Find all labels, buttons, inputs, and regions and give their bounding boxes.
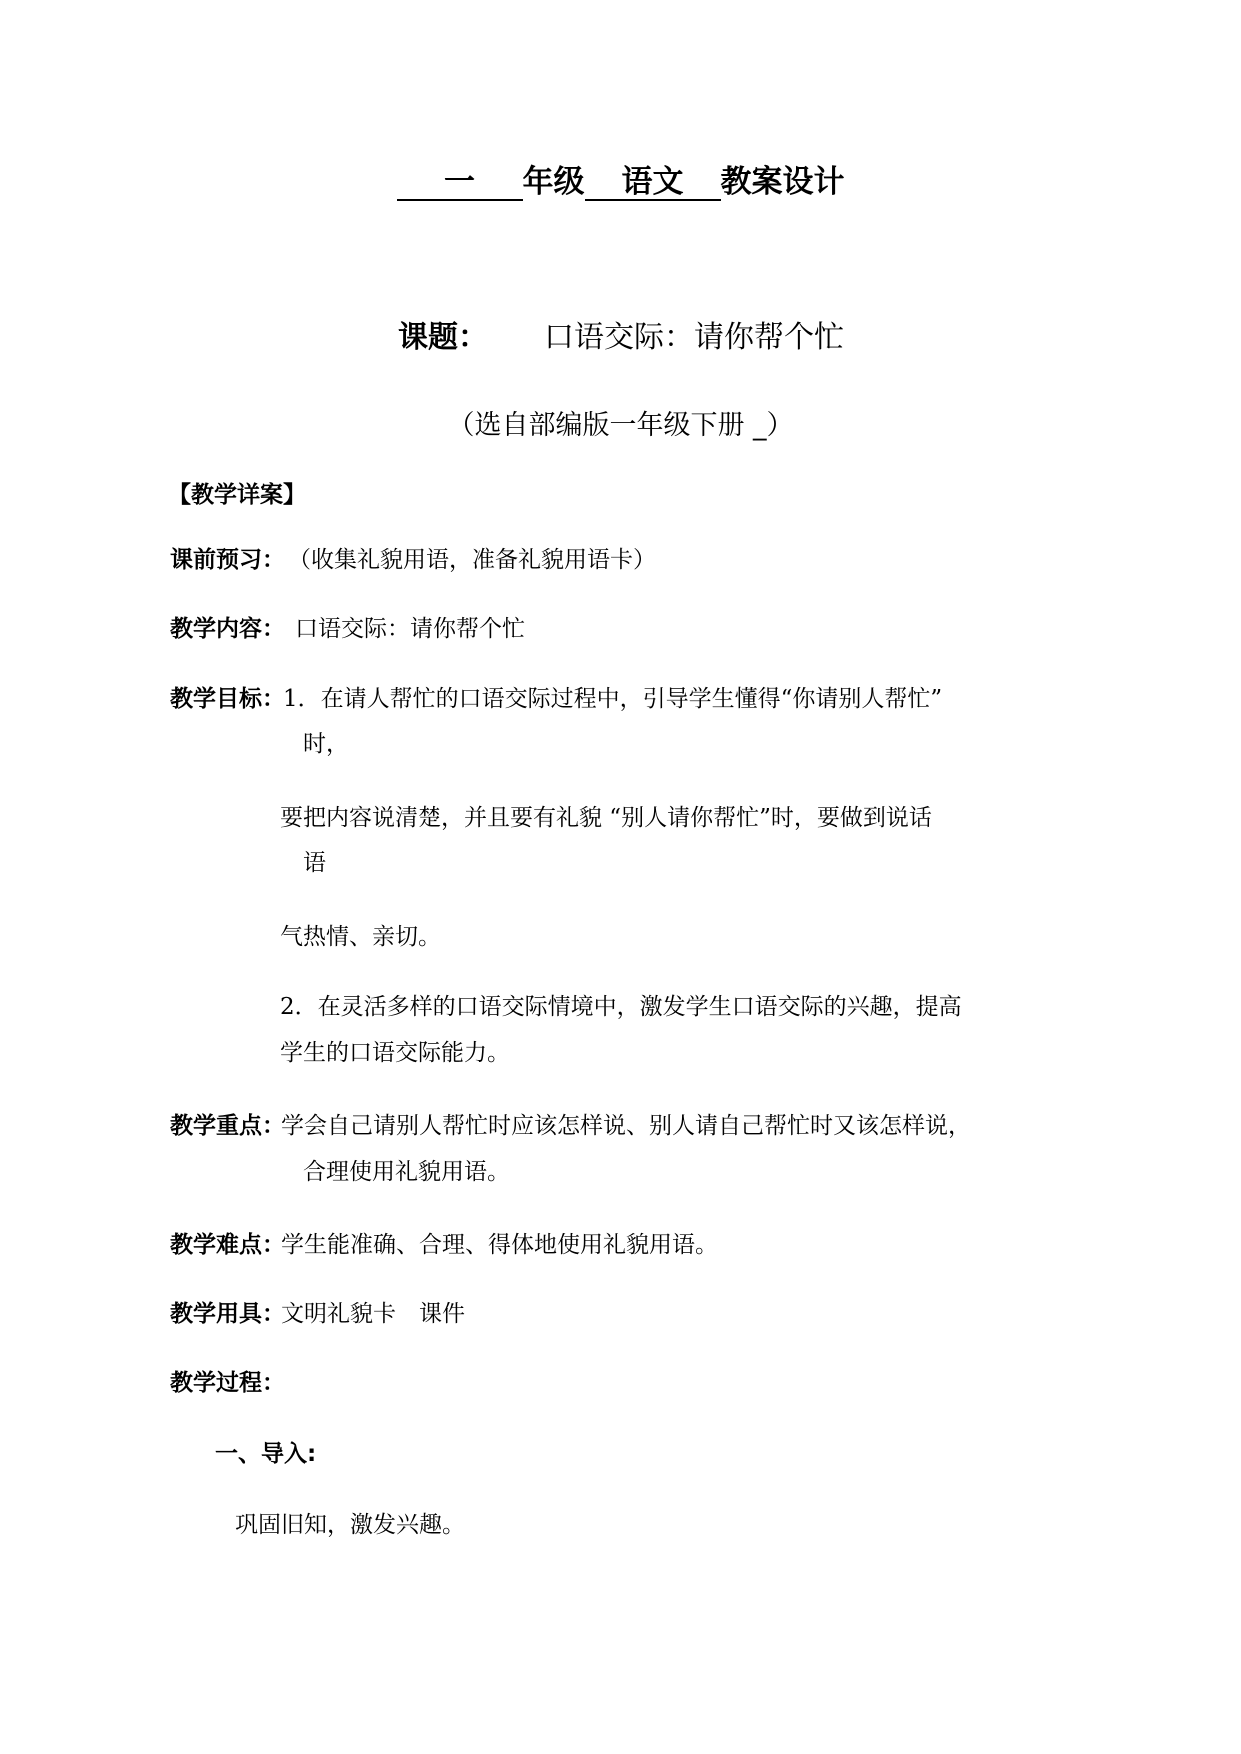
goals-line: 时， (303, 731, 349, 757)
preview-label: 课前预习： (170, 547, 285, 573)
tools-value: 文明礼貌卡 课件 (281, 1301, 465, 1327)
tools-label: 教学用具： (170, 1301, 285, 1327)
section-heading: 【教学详案】 (168, 482, 306, 508)
lesson-topic-value: 口语交际：请你帮个忙 (544, 320, 844, 355)
subject-blank: 语文 (585, 165, 721, 201)
difficulty-value: 学生能准确、合理、得体地使用礼貌用语。 (281, 1232, 718, 1258)
content-label: 教学内容： (170, 616, 285, 642)
goals-line: 要把内容说清楚，并且要有礼貌 “别人请你帮忙”时，要做到说话 (280, 805, 932, 831)
process-label: 教学过程： (170, 1370, 285, 1396)
document-title (0, 162, 1241, 202)
goals-label: 教学目标： (170, 686, 285, 712)
title-suffix: 教案设计 (720, 164, 845, 200)
goals-line: 1．在请人帮忙的口语交际过程中，引导学生懂得“你请别人帮忙” (283, 686, 943, 712)
step1-text: 巩固旧知，激发兴趣。 (235, 1512, 465, 1538)
preview-value: （收集礼貌用语，准备礼貌用语卡） (288, 547, 656, 573)
lesson-source: （选自部编版一年级下册 _） (447, 410, 794, 441)
key-points-line: 合理使用礼貌用语。 (303, 1159, 510, 1185)
goals-line: 语 (303, 850, 326, 876)
lesson-topic (398, 318, 844, 358)
content-value: 口语交际：请你帮个忙 (295, 616, 525, 642)
goals-line: 2．在灵活多样的口语交际情境中，激发学生口语交际的兴趣，提高 (280, 994, 962, 1020)
grade-suffix: 年级 (522, 164, 585, 200)
key-points-line: 学会自己请别人帮忙时应该怎样说、别人请自己帮忙时又该怎样说， (281, 1113, 971, 1139)
lesson-topic-label: 课题： (398, 320, 488, 355)
goals-line: 学生的口语交际能力。 (280, 1040, 510, 1066)
grade-blank: 一 (397, 165, 523, 201)
step1-heading: 一、导入: (215, 1441, 317, 1467)
goals-line: 气热情、亲切。 (280, 924, 441, 950)
difficulty-label: 教学难点： (170, 1232, 285, 1258)
key-points-label: 教学重点： (170, 1113, 285, 1139)
